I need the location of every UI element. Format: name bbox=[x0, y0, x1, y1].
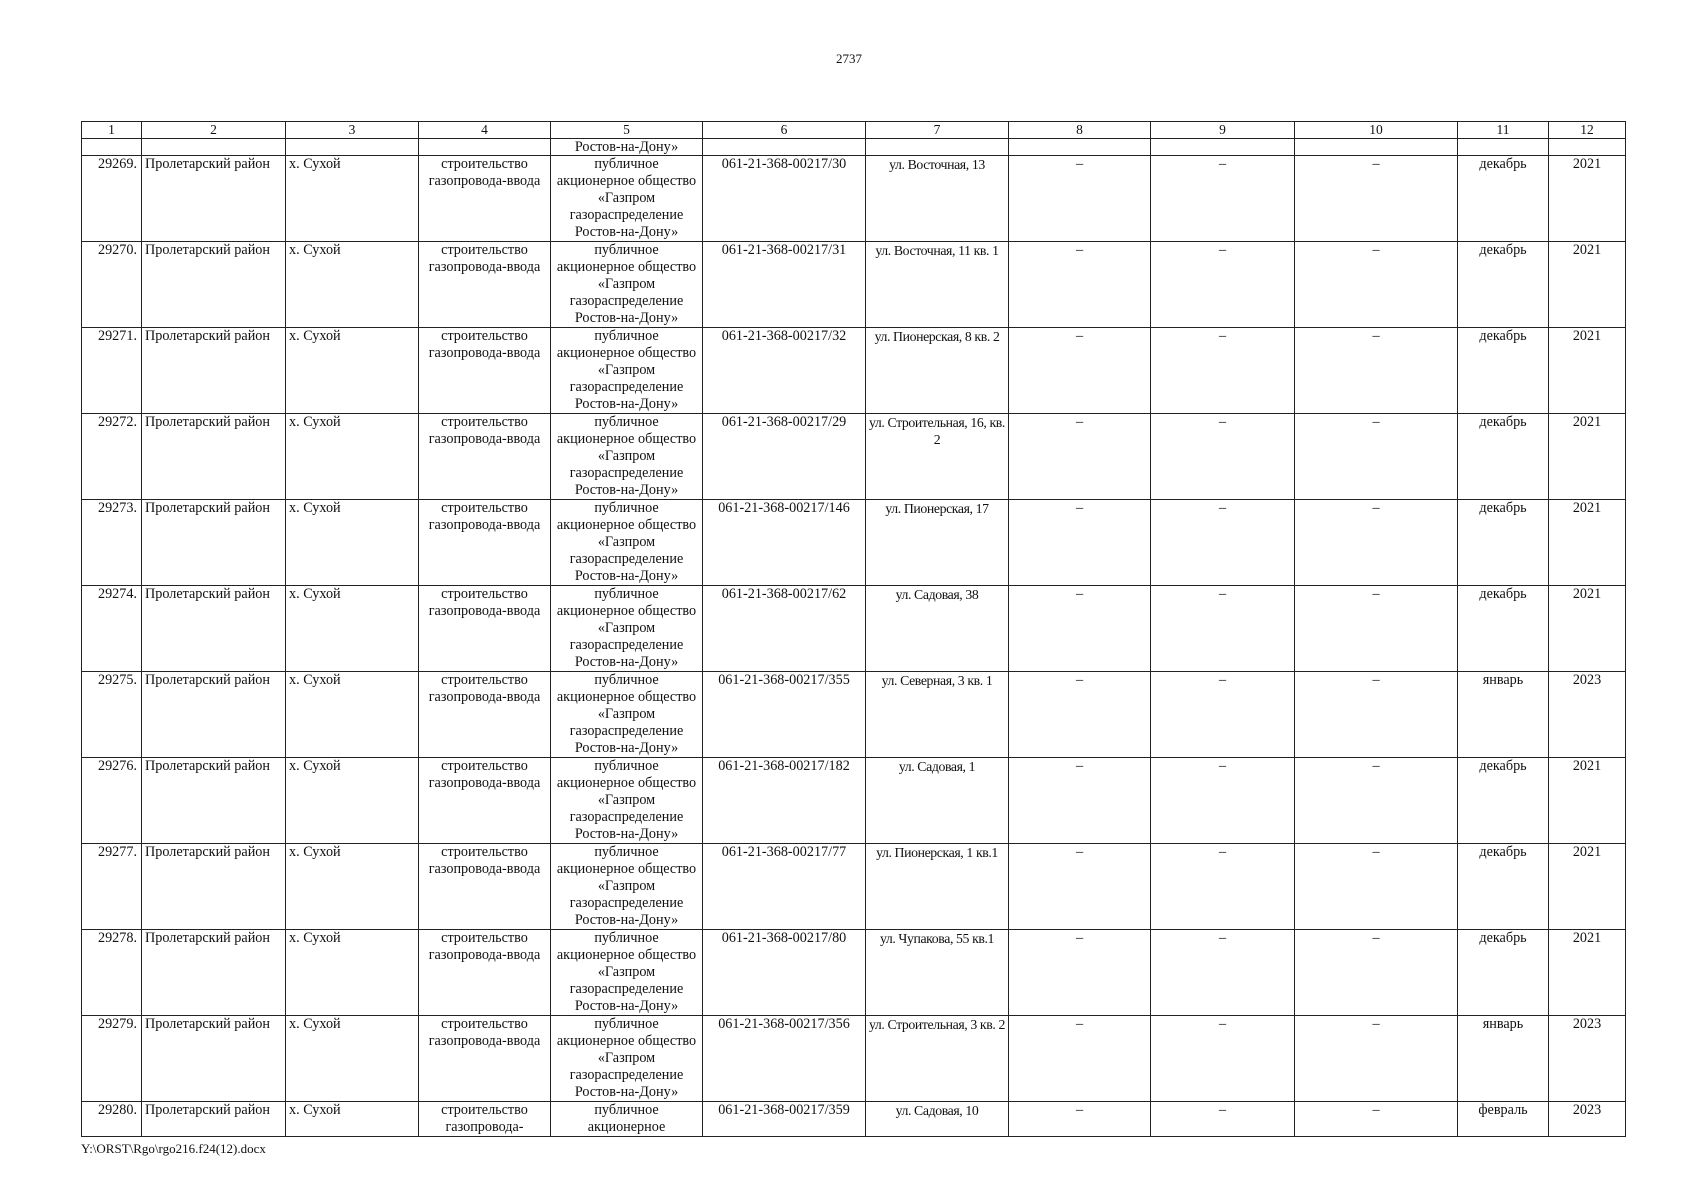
address-cell: ул. Садовая, 1 bbox=[866, 758, 1009, 844]
table-cell bbox=[286, 139, 419, 156]
owner-cell: публичное акционерное общество «Газпром газораспределение Ростов-на-Дону» bbox=[551, 414, 703, 500]
table-row bbox=[82, 328, 1626, 414]
column-number: 3 bbox=[286, 122, 419, 139]
work-type-cell: строительство газопровода-ввода bbox=[419, 414, 551, 500]
col10-cell: – bbox=[1295, 156, 1458, 242]
work-type-cell: строительство газопровода- bbox=[419, 1102, 551, 1137]
row-number: 29279. bbox=[82, 1016, 142, 1102]
col10-cell: – bbox=[1295, 1016, 1458, 1102]
work-type-cell: строительство газопровода-ввода bbox=[419, 844, 551, 930]
work-type-cell: строительство газопровода-ввода bbox=[419, 328, 551, 414]
address-cell: ул. Строительная, 16, кв. 2 bbox=[866, 414, 1009, 500]
month-cell: декабрь bbox=[1458, 156, 1549, 242]
owner-cell: публичное акционерное общество «Газпром газораспределение Ростов-на-Дону» bbox=[551, 844, 703, 930]
column-number: 7 bbox=[866, 122, 1009, 139]
work-type-cell: строительство газопровода-ввода bbox=[419, 156, 551, 242]
col10-cell: – bbox=[1295, 930, 1458, 1016]
column-number: 8 bbox=[1009, 122, 1151, 139]
year-cell: 2023 bbox=[1549, 672, 1626, 758]
col8-cell: – bbox=[1009, 1102, 1151, 1137]
settlement-cell: х. Сухой bbox=[286, 1016, 419, 1102]
owner-cell: публичное акционерное общество «Газпром газораспределение Ростов-на-Дону» bbox=[551, 672, 703, 758]
col10-cell: – bbox=[1295, 586, 1458, 672]
table-row bbox=[82, 500, 1626, 586]
district-cell: Пролетарский район bbox=[142, 500, 286, 586]
registry-code-cell: 061-21-368-00217/182 bbox=[703, 758, 866, 844]
table-row bbox=[82, 930, 1626, 1016]
col8-cell: – bbox=[1009, 586, 1151, 672]
year-cell: 2021 bbox=[1549, 844, 1626, 930]
settlement-cell: х. Сухой bbox=[286, 758, 419, 844]
registry-code-cell: 061-21-368-00217/62 bbox=[703, 586, 866, 672]
col8-cell: – bbox=[1009, 930, 1151, 1016]
column-number: 1 bbox=[82, 122, 142, 139]
work-type-cell: строительство газопровода-ввода bbox=[419, 1016, 551, 1102]
table-row bbox=[82, 672, 1626, 758]
address-cell: ул. Пионерская, 17 bbox=[866, 500, 1009, 586]
registry-code-cell: 061-21-368-00217/355 bbox=[703, 672, 866, 758]
col9-cell: – bbox=[1151, 1102, 1295, 1137]
registry-code-cell: 061-21-368-00217/30 bbox=[703, 156, 866, 242]
row-number: 29274. bbox=[82, 586, 142, 672]
table-cell bbox=[1151, 139, 1295, 156]
owner-cell: публичное акционерное общество «Газпром газораспределение Ростов-на-Дону» bbox=[551, 586, 703, 672]
table-cell bbox=[703, 139, 866, 156]
col9-cell: – bbox=[1151, 328, 1295, 414]
owner-cell: публичное акционерное общество «Газпром газораспределение Ростов-на-Дону» bbox=[551, 500, 703, 586]
table-row bbox=[82, 758, 1626, 844]
month-cell: декабрь bbox=[1458, 242, 1549, 328]
row-number: 29278. bbox=[82, 930, 142, 1016]
work-type-cell: строительство газопровода-ввода bbox=[419, 242, 551, 328]
owner-cell: публичное акционерное общество «Газпром газораспределение Ростов-на-Дону» bbox=[551, 328, 703, 414]
year-cell: 2021 bbox=[1549, 242, 1626, 328]
district-cell: Пролетарский район bbox=[142, 844, 286, 930]
registry-code-cell: 061-21-368-00217/80 bbox=[703, 930, 866, 1016]
work-type-cell: строительство газопровода-ввода bbox=[419, 500, 551, 586]
district-cell: Пролетарский район bbox=[142, 1016, 286, 1102]
table-cell bbox=[419, 139, 551, 156]
month-cell: декабрь bbox=[1458, 328, 1549, 414]
table-row bbox=[82, 844, 1626, 930]
district-cell: Пролетарский район bbox=[142, 156, 286, 242]
row-number: 29272. bbox=[82, 414, 142, 500]
address-cell: ул. Строительная, 3 кв. 2 bbox=[866, 1016, 1009, 1102]
column-number: 12 bbox=[1549, 122, 1626, 139]
settlement-cell: х. Сухой bbox=[286, 328, 419, 414]
district-cell: Пролетарский район bbox=[142, 242, 286, 328]
col8-cell: – bbox=[1009, 242, 1151, 328]
row-number: 29269. bbox=[82, 156, 142, 242]
col8-cell: – bbox=[1009, 672, 1151, 758]
table-row bbox=[82, 586, 1626, 672]
settlement-cell: х. Сухой bbox=[286, 500, 419, 586]
table-row bbox=[82, 242, 1626, 328]
row-number: 29275. bbox=[82, 672, 142, 758]
column-number: 5 bbox=[551, 122, 703, 139]
table-cell bbox=[82, 139, 142, 156]
table-row bbox=[82, 1016, 1626, 1102]
address-cell: ул. Пионерская, 1 кв.1 bbox=[866, 844, 1009, 930]
registry-code-cell: 061-21-368-00217/356 bbox=[703, 1016, 866, 1102]
address-cell: ул. Пионерская, 8 кв. 2 bbox=[866, 328, 1009, 414]
year-cell: 2021 bbox=[1549, 586, 1626, 672]
settlement-cell: х. Сухой bbox=[286, 586, 419, 672]
col9-cell: – bbox=[1151, 1016, 1295, 1102]
district-cell: Пролетарский район bbox=[142, 586, 286, 672]
registry-code-cell: 061-21-368-00217/32 bbox=[703, 328, 866, 414]
col10-cell: – bbox=[1295, 672, 1458, 758]
table-row bbox=[82, 414, 1626, 500]
registry-code-cell: 061-21-368-00217/31 bbox=[703, 242, 866, 328]
row-number: 29271. bbox=[82, 328, 142, 414]
district-cell: Пролетарский район bbox=[142, 1102, 286, 1137]
table-cell bbox=[1295, 139, 1458, 156]
address-cell: ул. Чупакова, 55 кв.1 bbox=[866, 930, 1009, 1016]
address-cell: ул. Восточная, 13 bbox=[866, 156, 1009, 242]
year-cell: 2021 bbox=[1549, 156, 1626, 242]
col9-cell: – bbox=[1151, 586, 1295, 672]
table-row bbox=[82, 1102, 1626, 1137]
year-cell: 2021 bbox=[1549, 930, 1626, 1016]
month-cell: декабрь bbox=[1458, 758, 1549, 844]
work-type-cell: строительство газопровода-ввода bbox=[419, 672, 551, 758]
district-cell: Пролетарский район bbox=[142, 930, 286, 1016]
settlement-cell: х. Сухой bbox=[286, 242, 419, 328]
month-cell: январь bbox=[1458, 1016, 1549, 1102]
settlement-cell: х. Сухой bbox=[286, 414, 419, 500]
table-cell bbox=[1009, 139, 1151, 156]
col9-cell: – bbox=[1151, 844, 1295, 930]
year-cell: 2023 bbox=[1549, 1102, 1626, 1137]
owner-cell: публичное акционерное общество «Газпром газораспределение Ростов-на-Дону» bbox=[551, 758, 703, 844]
district-cell: Пролетарский район bbox=[142, 758, 286, 844]
col10-cell: – bbox=[1295, 414, 1458, 500]
owner-cell: публичное акционерное общество «Газпром газораспределение Ростов-на-Дону» bbox=[551, 930, 703, 1016]
col9-cell: – bbox=[1151, 500, 1295, 586]
col9-cell: – bbox=[1151, 930, 1295, 1016]
table-cell bbox=[1458, 139, 1549, 156]
month-cell: декабрь bbox=[1458, 844, 1549, 930]
year-cell: 2021 bbox=[1549, 500, 1626, 586]
register-table bbox=[81, 121, 1626, 1137]
registry-code-cell: 061-21-368-00217/146 bbox=[703, 500, 866, 586]
address-cell: ул. Садовая, 10 bbox=[866, 1102, 1009, 1137]
column-number: 4 bbox=[419, 122, 551, 139]
month-cell: декабрь bbox=[1458, 500, 1549, 586]
month-cell: декабрь bbox=[1458, 586, 1549, 672]
owner-cell: публичное акционерное общество «Газпром газораспределение Ростов-на-Дону» bbox=[551, 156, 703, 242]
col8-cell: – bbox=[1009, 500, 1151, 586]
owner-cell: публичное акционерное общество «Газпром газораспределение Ростов-на-Дону» bbox=[551, 242, 703, 328]
table-cell bbox=[866, 139, 1009, 156]
month-cell: декабрь bbox=[1458, 414, 1549, 500]
district-cell: Пролетарский район bbox=[142, 672, 286, 758]
col9-cell: – bbox=[1151, 414, 1295, 500]
settlement-cell: х. Сухой bbox=[286, 1102, 419, 1137]
work-type-cell: строительство газопровода-ввода bbox=[419, 930, 551, 1016]
registry-code-cell: 061-21-368-00217/359 bbox=[703, 1102, 866, 1137]
column-number: 10 bbox=[1295, 122, 1458, 139]
col8-cell: – bbox=[1009, 328, 1151, 414]
col9-cell: – bbox=[1151, 156, 1295, 242]
row-number: 29280. bbox=[82, 1102, 142, 1137]
settlement-cell: х. Сухой bbox=[286, 844, 419, 930]
settlement-cell: х. Сухой bbox=[286, 930, 419, 1016]
month-cell: февраль bbox=[1458, 1102, 1549, 1137]
address-cell: ул. Восточная, 11 кв. 1 bbox=[866, 242, 1009, 328]
column-number: 6 bbox=[703, 122, 866, 139]
col8-cell: – bbox=[1009, 758, 1151, 844]
col9-cell: – bbox=[1151, 242, 1295, 328]
col8-cell: – bbox=[1009, 414, 1151, 500]
row-number: 29273. bbox=[82, 500, 142, 586]
column-number-row bbox=[82, 122, 1626, 139]
owner-cell: публичное акционерное bbox=[551, 1102, 703, 1137]
file-path: Y:\ORST\Rgo\rgo216.f24(12).docx bbox=[81, 1141, 266, 1156]
owner-cell: публичное акционерное общество «Газпром газораспределение Ростов-на-Дону» bbox=[551, 1016, 703, 1102]
address-cell: ул. Садовая, 38 bbox=[866, 586, 1009, 672]
settlement-cell: х. Сухой bbox=[286, 672, 419, 758]
month-cell: декабрь bbox=[1458, 930, 1549, 1016]
table-row bbox=[82, 156, 1626, 242]
year-cell: 2021 bbox=[1549, 758, 1626, 844]
work-type-cell: строительство газопровода-ввода bbox=[419, 586, 551, 672]
district-cell: Пролетарский район bbox=[142, 414, 286, 500]
col10-cell: – bbox=[1295, 844, 1458, 930]
continuation-row bbox=[82, 139, 1626, 156]
col10-cell: – bbox=[1295, 500, 1458, 586]
table-cell: Ростов-на-Дону» bbox=[551, 139, 703, 156]
row-number: 29270. bbox=[82, 242, 142, 328]
col9-cell: – bbox=[1151, 672, 1295, 758]
page-number: 2737 bbox=[836, 51, 862, 66]
table-cell bbox=[1549, 139, 1626, 156]
col8-cell: – bbox=[1009, 1016, 1151, 1102]
registry-code-cell: 061-21-368-00217/29 bbox=[703, 414, 866, 500]
year-cell: 2023 bbox=[1549, 1016, 1626, 1102]
col10-cell: – bbox=[1295, 1102, 1458, 1137]
col9-cell: – bbox=[1151, 758, 1295, 844]
col10-cell: – bbox=[1295, 242, 1458, 328]
row-number: 29277. bbox=[82, 844, 142, 930]
table-cell bbox=[142, 139, 286, 156]
column-number: 11 bbox=[1458, 122, 1549, 139]
year-cell: 2021 bbox=[1549, 328, 1626, 414]
row-number: 29276. bbox=[82, 758, 142, 844]
district-cell: Пролетарский район bbox=[142, 328, 286, 414]
year-cell: 2021 bbox=[1549, 414, 1626, 500]
work-type-cell: строительство газопровода-ввода bbox=[419, 758, 551, 844]
address-cell: ул. Северная, 3 кв. 1 bbox=[866, 672, 1009, 758]
registry-code-cell: 061-21-368-00217/77 bbox=[703, 844, 866, 930]
col8-cell: – bbox=[1009, 156, 1151, 242]
col10-cell: – bbox=[1295, 758, 1458, 844]
col10-cell: – bbox=[1295, 328, 1458, 414]
settlement-cell: х. Сухой bbox=[286, 156, 419, 242]
column-number: 2 bbox=[142, 122, 286, 139]
col8-cell: – bbox=[1009, 844, 1151, 930]
month-cell: январь bbox=[1458, 672, 1549, 758]
column-number: 9 bbox=[1151, 122, 1295, 139]
